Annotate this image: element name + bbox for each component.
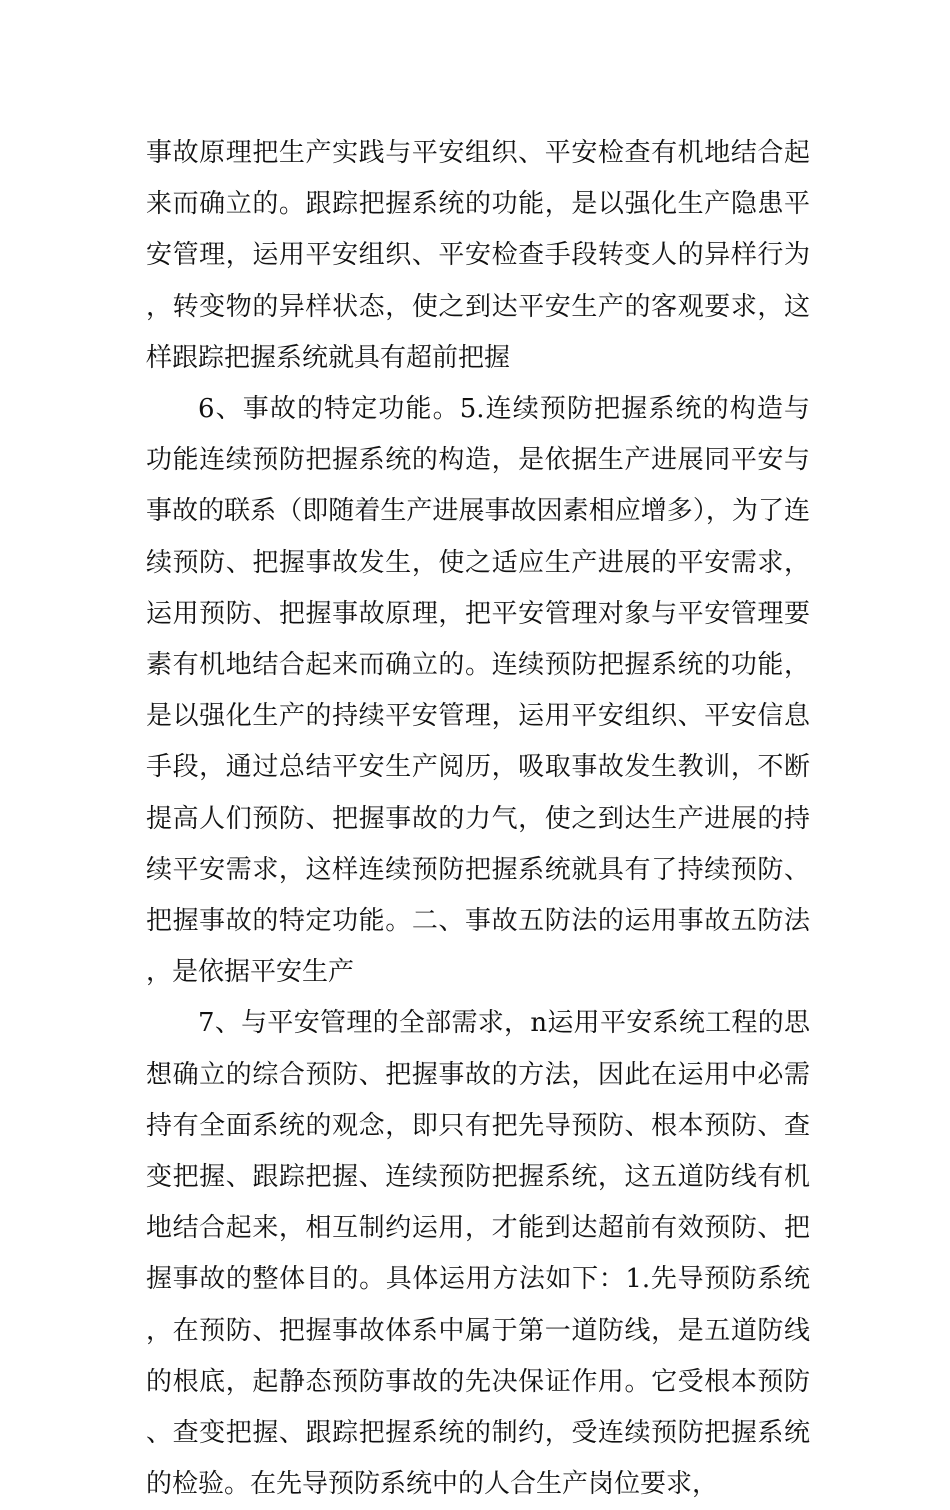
document-body	[146, 128, 810, 1510]
paragraph-1: 事故原理把生产实践与平安组织、平安检查有机地结合起来而确立的。跟踪把握系统的功能，是以强化生产隐患平安管理，运用平安组织、平安检查手段转变人的异样行为，转变物的异样状态，使之到达平安生产的客观要求，这样跟踪把握系统就具有超前把握	[146, 138, 810, 373]
paragraph-2: 6、事故的特定功能。5.连续预防把握系统的构造与功能连续预防把握系统的构造，是依据生产进展同平安与事故的联系（即随着生产进展事故因素相应增多），为了连续预防、把握事故发生，使之适应生产进展的平安需求，运用预防、把握事故原理，把平安管理对象与平安管理要素有机地结合起来而确立的。连续预防把握系统的功能，是以强化生产的持续平安管理，运用平安组织、平安信息手段，通过总结平安生产阅历，吸取事故发生教训，不断提高人们预防、把握事故的力气，使之到达生产进展的持续平安需求，这样连续预防把握系统就具有了持续预防、把握事故的特定功能。二、事故五防法的运用事故五防法，是依据平安生产	[146, 394, 810, 988]
paragraph-3: 7、与平安管理的全部需求，n运用平安系统工程的思想确立的综合预防、把握事故的方法，因此在运用中必需持有全面系统的观念，即只有把先导预防、根本预防、查变把握、跟踪把握、连续预防把握系统，这五道防线有机地结合起来，相互制约运用，才能到达超前有效预防、把握事故的整体目的。具体运用方法如下：1.先导预防系统，在预防、把握事故体系中属于第一道防线，是五道防线的根底，起静态预防事故的先决保证作用。它受根本预防、查变把握、跟踪把握系统的制约，受连续预防把握系统的检验。在先导预防系统中的人合生产岗位要求，	[146, 1008, 810, 1500]
